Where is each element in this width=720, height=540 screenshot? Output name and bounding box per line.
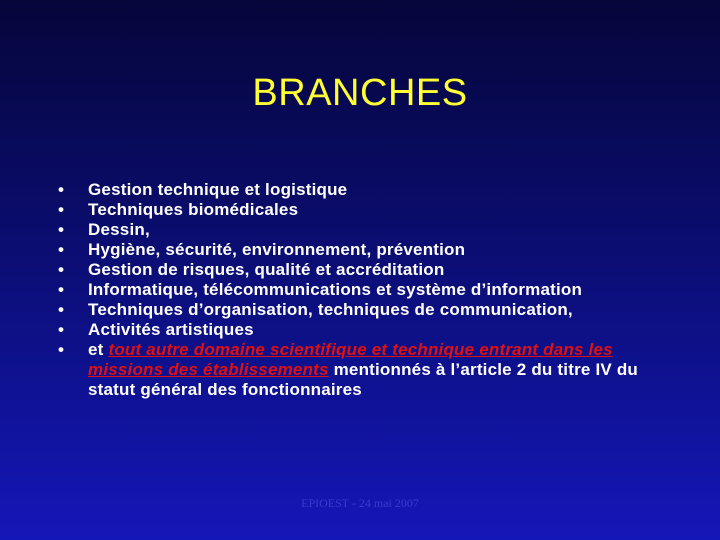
list-item <box>58 240 678 260</box>
list-item <box>58 300 678 320</box>
list-item-text: Dessin, <box>88 220 150 239</box>
bullet: • <box>58 280 65 299</box>
list-item <box>58 220 678 240</box>
slide-title: BRANCHES <box>252 72 468 114</box>
list-item-text: Hygiène, sécurité, environnement, prévention <box>88 240 466 259</box>
bullet: • <box>58 300 65 319</box>
list-item-text: Gestion de risques, qualité et accréditation <box>88 260 445 279</box>
list-item-text: Techniques biomédicales <box>88 200 299 219</box>
list-item-text: Activités artistiques <box>88 320 254 339</box>
list-item-text: Informatique, télécommunications et système d’information <box>88 280 583 299</box>
last-item-suffix: mentionnés à l’article 2 du titre IV du statut général des fonctionnaires <box>88 360 639 399</box>
bullet: • <box>58 320 65 339</box>
bullet: • <box>58 180 65 199</box>
list-item <box>58 200 678 220</box>
list-item <box>58 180 678 200</box>
branches-list <box>58 180 678 400</box>
list-item-text: Techniques d’organisation, techniques de communication, <box>88 300 573 319</box>
list-item-last <box>58 340 678 400</box>
bullet: • <box>58 220 65 239</box>
bullet: • <box>58 240 65 259</box>
bullet: • <box>58 340 65 359</box>
last-item-prefix: et <box>88 340 109 359</box>
bullet: • <box>58 260 65 279</box>
list-item <box>58 280 678 300</box>
domain-link[interactable]: tout autre domaine scientifique et technique entrant dans les missions des établissements <box>88 340 613 379</box>
list-item <box>58 260 678 280</box>
list-item <box>58 320 678 340</box>
slide-footer: EPIOEST - 24 mai 2007 <box>301 496 419 510</box>
list-item-text: Gestion technique et logistique <box>88 180 348 199</box>
bullet: • <box>58 200 65 219</box>
